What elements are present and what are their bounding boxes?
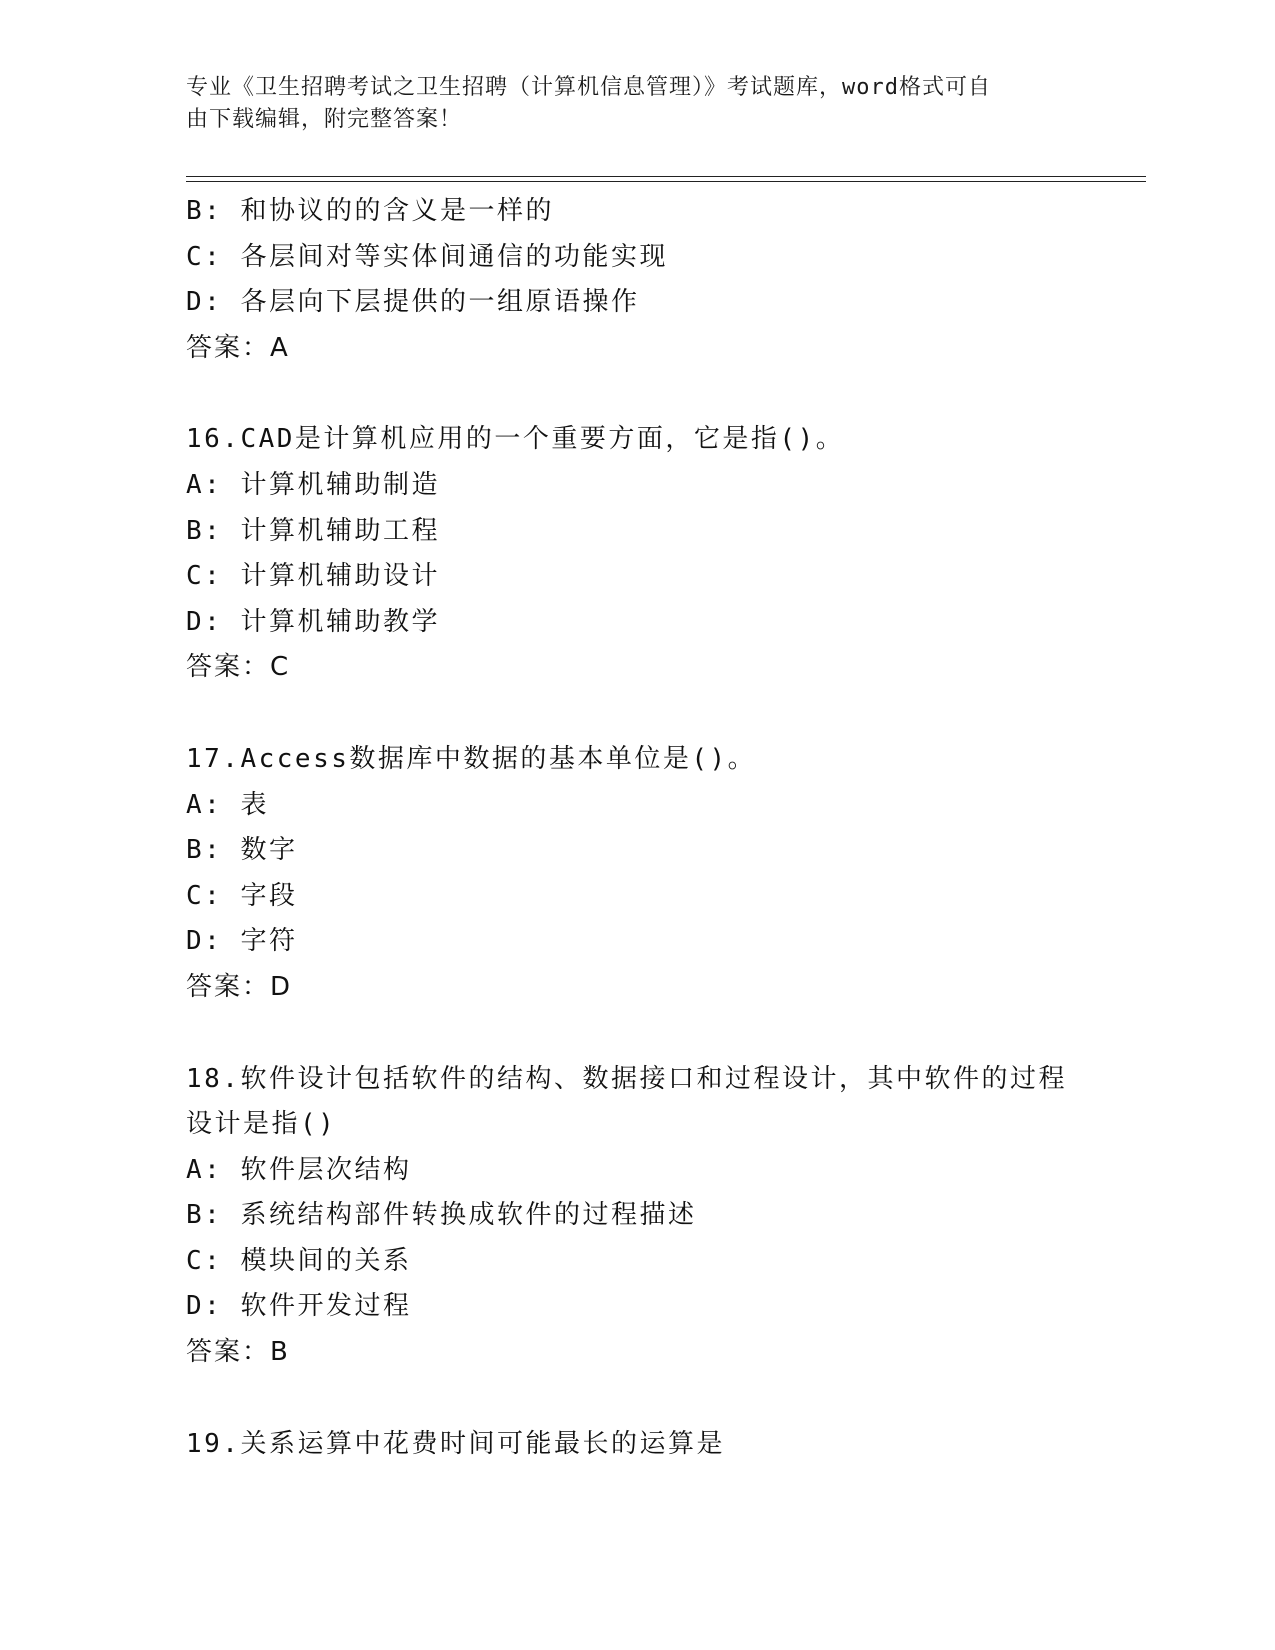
header-line-1: 专业《卫生招聘考试之卫生招聘（计算机信息管理）》考试题库，word格式可自: [186, 75, 991, 100]
option-c: C: 计算机辅助设计: [186, 561, 440, 592]
answer: 答案：B: [186, 1337, 290, 1368]
option-a: A: 表: [186, 789, 269, 820]
answer: 答案：C: [186, 652, 291, 683]
spacer: [186, 371, 1086, 417]
option-b: B: 计算机辅助工程: [186, 515, 440, 546]
question-17: [186, 737, 1086, 1011]
option-b: B: 数字: [186, 835, 298, 866]
question-title: 16.CAD是计算机应用的一个重要方面，它是指()。: [186, 424, 845, 455]
option-d: D: 字符: [186, 926, 298, 957]
answer: 答案：D: [186, 971, 293, 1002]
option-c: C: 模块间的关系: [186, 1245, 412, 1276]
option-d: D: 各层向下层提供的一组原语操作: [186, 287, 640, 318]
question-title: 17.Access数据库中数据的基本单位是()。: [186, 743, 757, 774]
option-d: D: 软件开发过程: [186, 1291, 412, 1322]
question-15-tail: [186, 189, 1086, 371]
document-header: [186, 72, 1066, 136]
spacer: [186, 1376, 1086, 1422]
option-b: B: 和协议的的含义是一样的: [186, 196, 554, 226]
answer: 答案：A: [186, 332, 290, 363]
spacer: [186, 1011, 1086, 1057]
option-c: C: 各层间对等实体间通信的功能实现: [186, 241, 668, 272]
header-line-2: 由下载编辑，附完整答案！: [186, 107, 463, 132]
question-19: [186, 1422, 1086, 1468]
option-a: A: 软件层次结构: [186, 1154, 412, 1185]
option-b: B: 系统结构部件转换成软件的过程描述: [186, 1200, 697, 1231]
header-rule-bottom: [186, 181, 1146, 182]
option-a: A: 计算机辅助制造: [186, 469, 440, 500]
option-c: C: 字段: [186, 880, 298, 911]
question-title-line-1: 18.软件设计包括软件的结构、数据接口和过程设计，其中软件的过程: [186, 1063, 1067, 1094]
question-16: [186, 417, 1086, 691]
spacer: [186, 691, 1086, 737]
question-title-line-2: 设计是指(): [186, 1109, 337, 1140]
question-title: 19.关系运算中花费时间可能最长的运算是: [186, 1428, 725, 1459]
option-d: D: 计算机辅助教学: [186, 606, 440, 637]
header-rule-top: [186, 176, 1146, 177]
question-list: [186, 189, 1086, 1467]
question-18: [186, 1057, 1086, 1376]
